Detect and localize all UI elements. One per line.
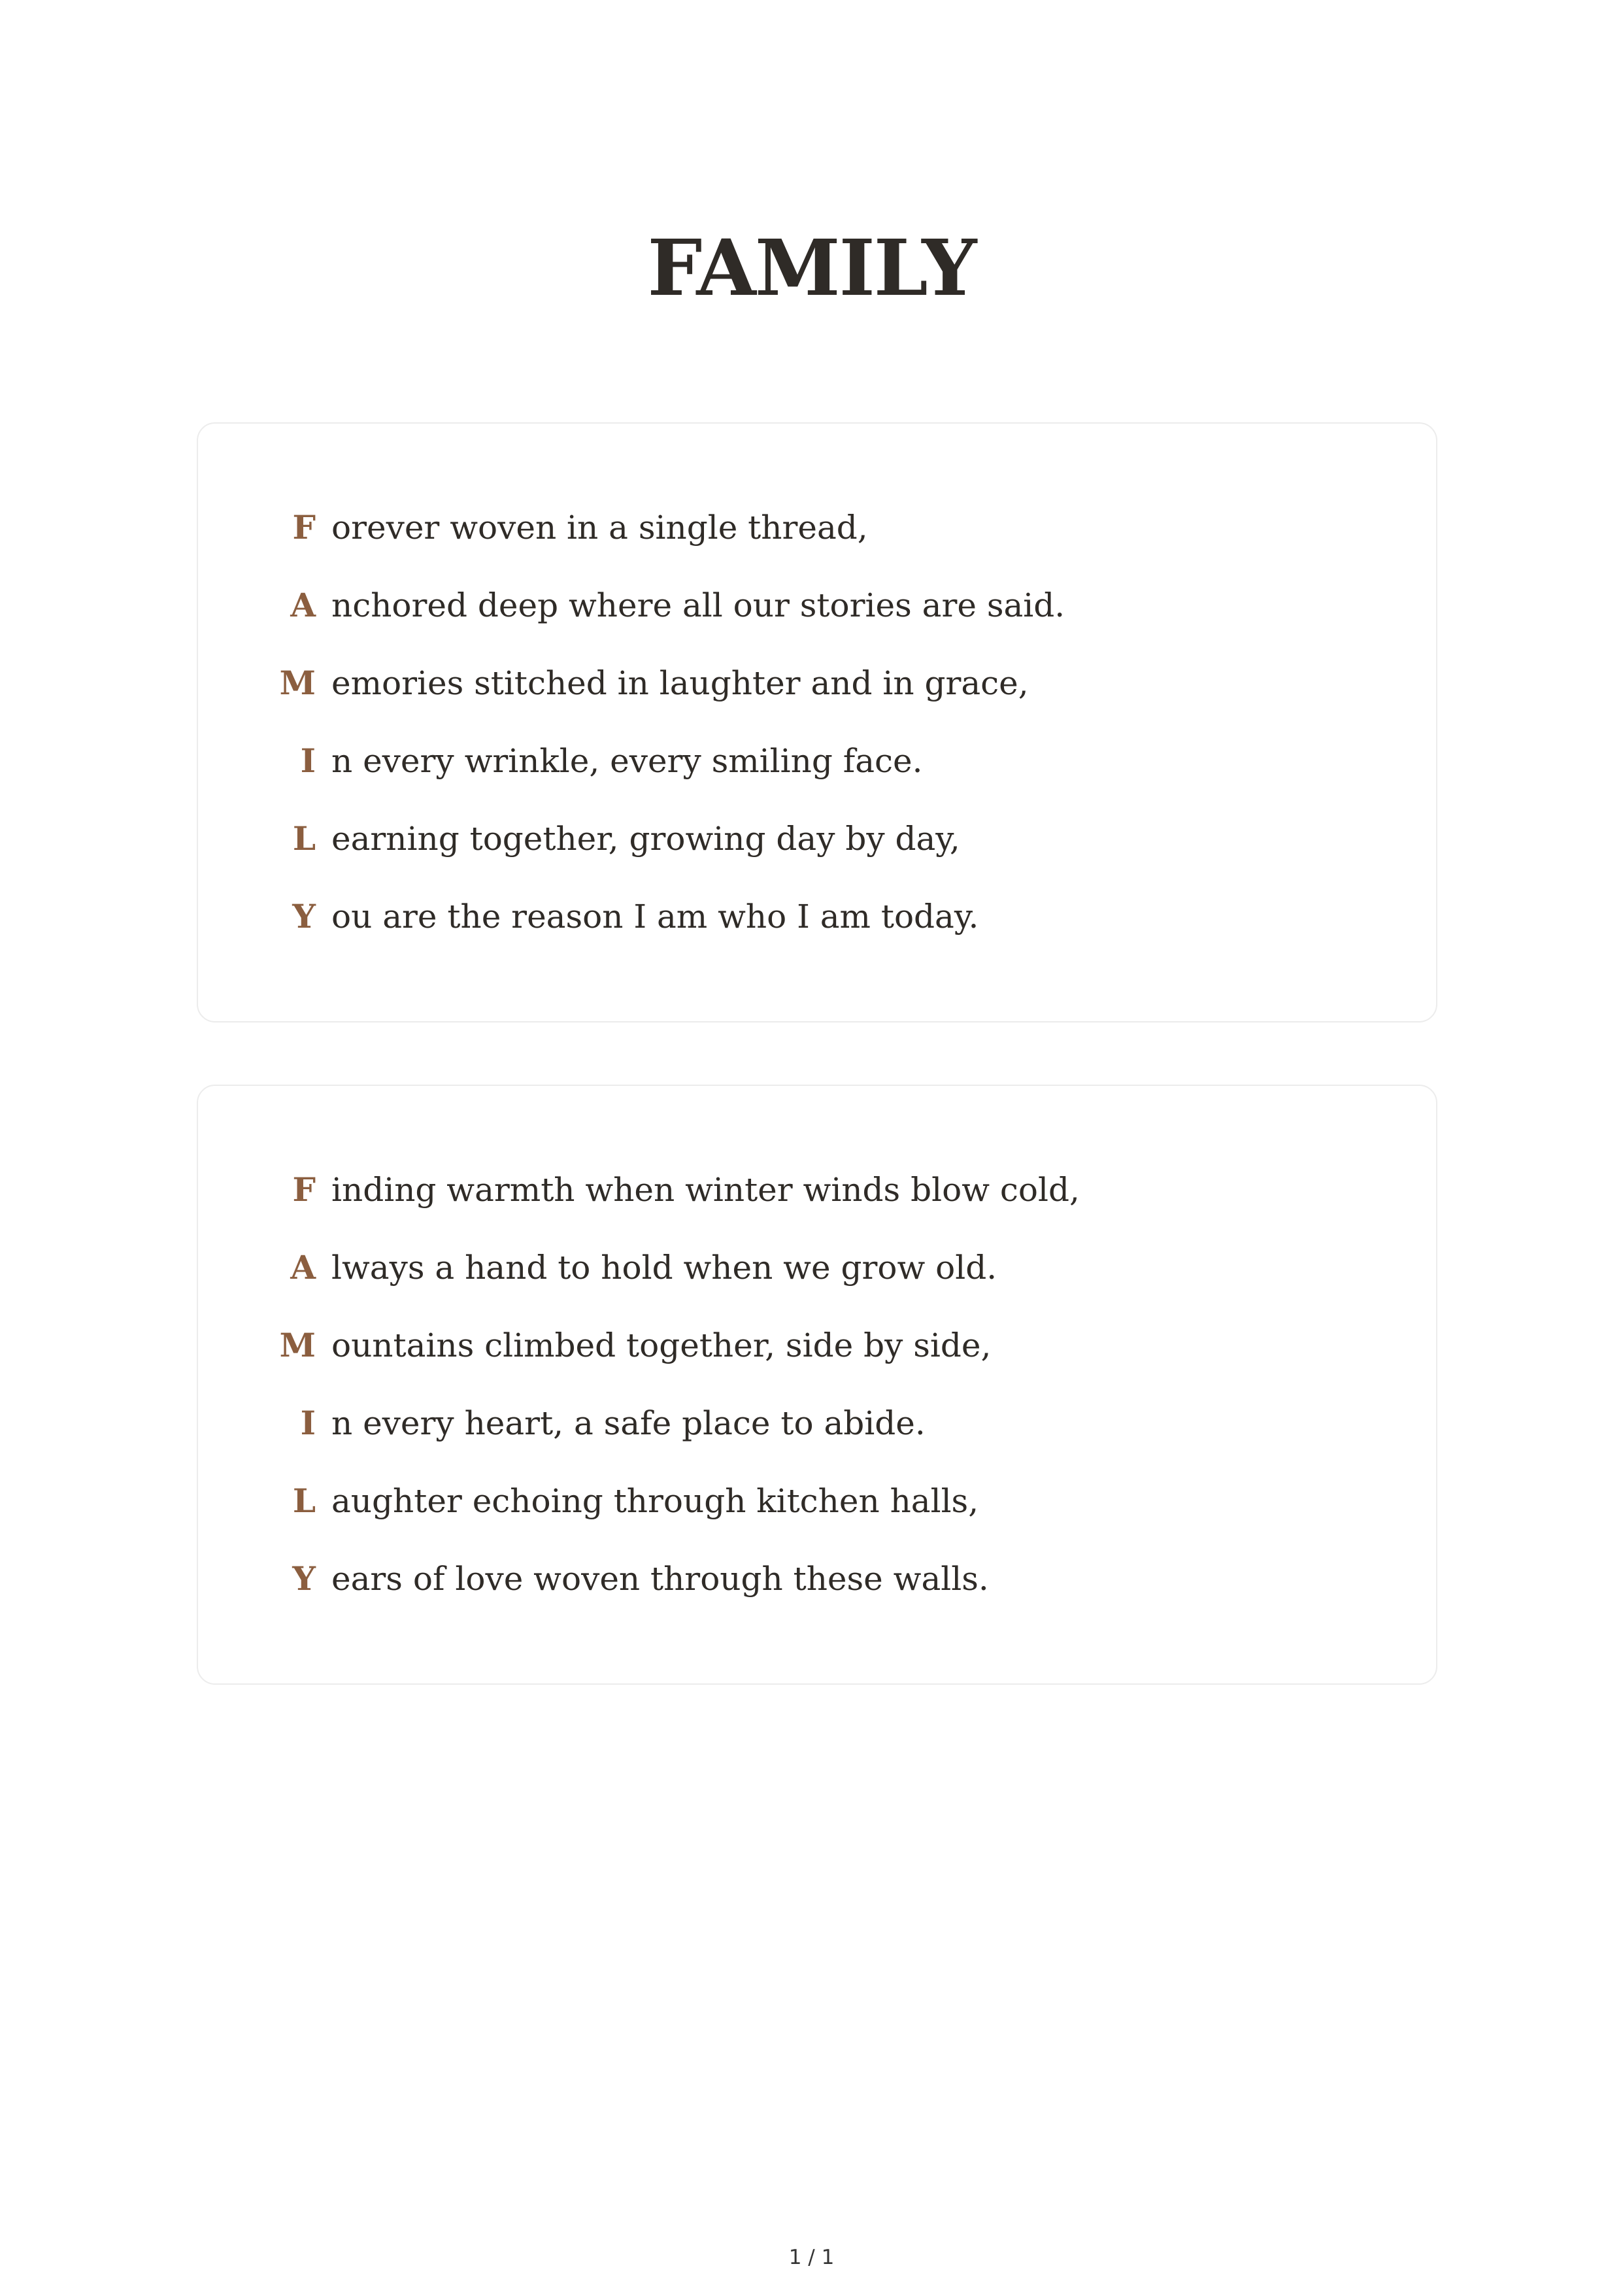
acrostic-initial: Y: [292, 1559, 316, 1598]
line-text: aughter echoing through kitchen halls,: [331, 1482, 979, 1520]
acrostic-initial: F: [292, 508, 316, 547]
line-text: ou are the reason I am who I am today.: [331, 898, 979, 936]
stanza-lines: [198, 1164, 1436, 1630]
line-text: n every wrinkle, every smiling face.: [331, 742, 923, 780]
poem-line: [198, 1475, 1436, 1553]
stanza-card-2: [197, 1085, 1437, 1685]
poem-line: [198, 657, 1436, 735]
stanza-lines: [198, 501, 1436, 968]
poem-line: [198, 890, 1436, 968]
acrostic-initial: I: [300, 741, 316, 780]
poem-line: [198, 579, 1436, 657]
acrostic-initial: A: [290, 586, 316, 624]
page-title: FAMILY: [647, 222, 976, 313]
poem-line: [198, 813, 1436, 890]
page-number: 1 / 1: [788, 2246, 835, 2269]
stanza-card-1: [197, 422, 1437, 1022]
acrostic-initial: A: [290, 1248, 316, 1287]
line-text: n every heart, a safe place to abide.: [331, 1404, 926, 1442]
acrostic-initial: M: [279, 1326, 316, 1364]
poem-line: [198, 1319, 1436, 1397]
poem-line: [198, 1553, 1436, 1630]
acrostic-initial: L: [292, 819, 316, 858]
poem-line: [198, 1164, 1436, 1241]
line-text: ountains climbed together, side by side,: [331, 1326, 992, 1364]
acrostic-initial: Y: [292, 897, 316, 936]
acrostic-initial: L: [292, 1481, 316, 1520]
line-text: earning together, growing day by day,: [331, 820, 960, 858]
poem-line: [198, 1241, 1436, 1319]
line-text: lways a hand to hold when we grow old.: [331, 1249, 997, 1287]
line-text: ears of love woven through these walls.: [331, 1560, 989, 1598]
line-text: nchored deep where all our stories are said.: [331, 586, 1065, 624]
acrostic-initial: F: [292, 1170, 316, 1209]
poem-line: [198, 1397, 1436, 1475]
line-text: emories stitched in laughter and in grace,: [331, 664, 1029, 702]
acrostic-initial: I: [300, 1404, 316, 1442]
poem-line: [198, 501, 1436, 579]
line-text: orever woven in a single thread,: [331, 509, 868, 547]
poem-line: [198, 735, 1436, 813]
acrostic-initial: M: [279, 664, 316, 702]
line-text: inding warmth when winter winds blow cold,: [331, 1171, 1080, 1209]
